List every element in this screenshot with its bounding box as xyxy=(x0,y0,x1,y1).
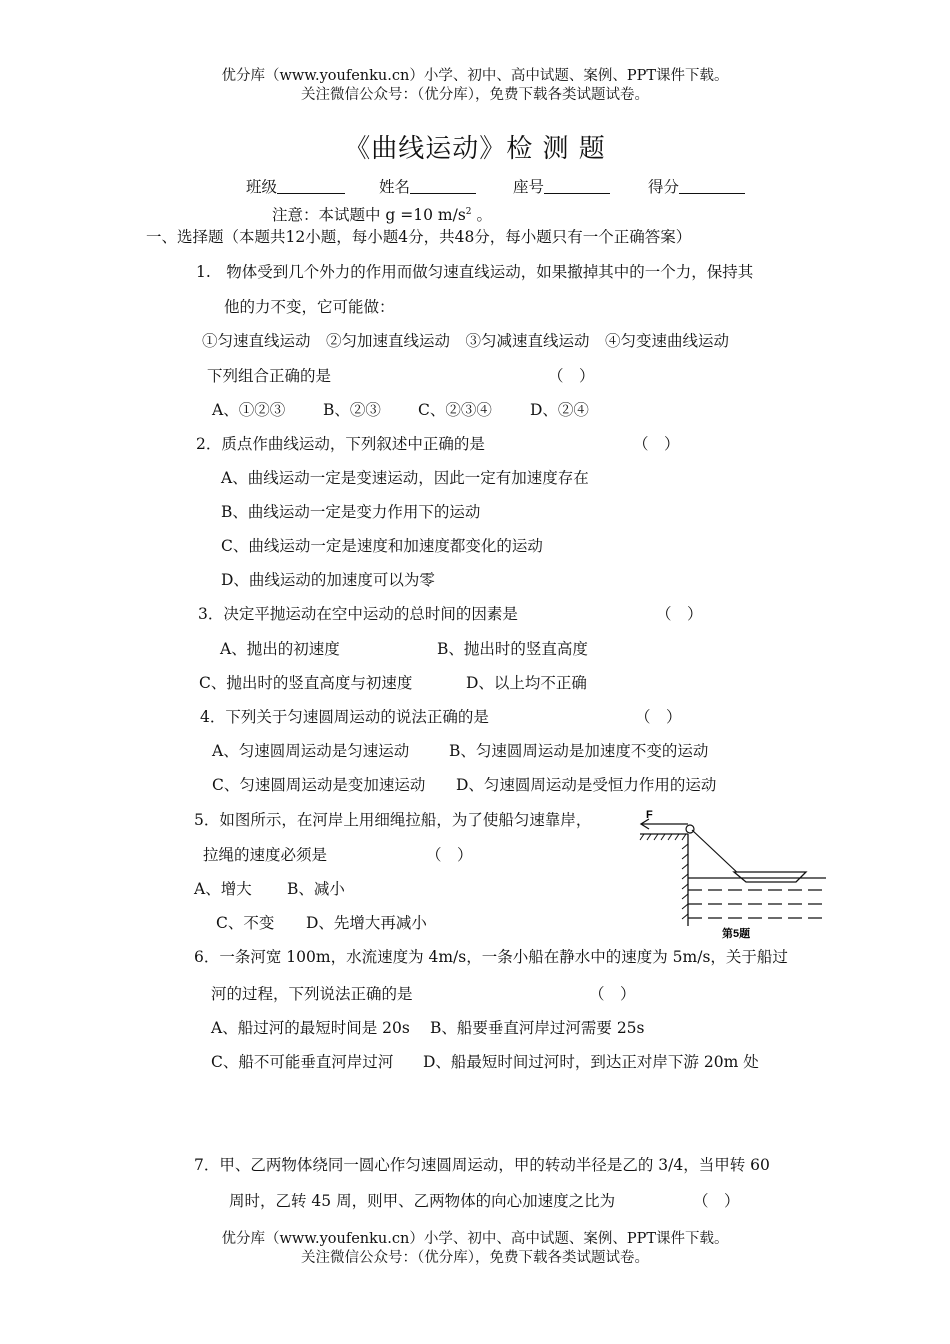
q2-option-b[interactable]: B、曲线运动一定是变力作用下的运动 xyxy=(221,503,481,521)
q3-option-d[interactable]: D、以上均不正确 xyxy=(466,674,587,692)
header-line-1: 优分库（www.youfenku.cn）小学、初中、高中试题、案例、PPT课件下载。 xyxy=(221,68,729,84)
rope-line xyxy=(692,830,742,877)
seat-label: 座号 xyxy=(513,178,545,196)
note-superscript: 2 xyxy=(465,207,472,217)
q4-stem: 4．下列关于匀速圆周运动的说法正确的是 xyxy=(200,708,489,726)
page-title: 《曲线运动》检 测 题 xyxy=(344,134,606,164)
q5-answer-paren[interactable]: （ ） xyxy=(426,846,473,864)
name-label: 姓名 xyxy=(379,178,411,196)
note-end: 。 xyxy=(471,206,492,225)
info-class xyxy=(246,177,345,197)
q7-stem-2: 周时，乙转 45 周，则甲、乙两物体的向心加速度之比为 xyxy=(229,1192,616,1210)
q5-figure xyxy=(636,806,828,940)
q6-option-a[interactable]: A、船过河的最短时间是 20s xyxy=(211,1019,410,1037)
q3-option-a[interactable]: A、抛出的初速度 xyxy=(220,640,340,658)
q3-stem: 3．决定平抛运动在空中运动的总时间的因素是 xyxy=(198,605,518,623)
q5-option-a[interactable]: A、增大 xyxy=(194,880,252,898)
q5-stem-1: 5．如图所示，在河岸上用细绳拉船，为了使船匀速靠岸， xyxy=(194,811,592,829)
q2-option-c[interactable]: C、曲线运动一定是速度和加速度都变化的运动 xyxy=(221,537,543,555)
q1-option-d[interactable]: D、②④ xyxy=(530,401,589,419)
q5-option-b[interactable]: B、减小 xyxy=(287,880,345,898)
q6-answer-paren[interactable]: （ ） xyxy=(589,985,636,1003)
bank-hatching xyxy=(640,834,686,840)
section-heading: 一、选择题（本题共12小题，每小题4分，共48分，每小题只有一个正确答案） xyxy=(146,228,692,246)
q2-option-d[interactable]: D、曲线运动的加速度可以为零 xyxy=(221,571,435,589)
note-text: 注意：本试题中 g =10 m/s xyxy=(272,206,466,225)
q1-option-c[interactable]: C、②③④ xyxy=(418,401,492,419)
q4-option-d[interactable]: D、匀速圆周运动是受恒力作用的运动 xyxy=(456,776,717,794)
wall-hatching xyxy=(682,844,688,919)
q1-stem-2: 他的力不变，它可能做： xyxy=(224,298,395,316)
name-blank xyxy=(410,177,476,194)
score-label: 得分 xyxy=(648,178,680,196)
info-seat xyxy=(513,177,610,197)
q6-option-d[interactable]: D、船最短时间过河时，到达正对岸下游 20m 处 xyxy=(423,1053,759,1071)
q1-option-a[interactable]: A、①②③ xyxy=(212,401,286,419)
q1-prompt: 下列组合正确的是 xyxy=(207,367,332,385)
force-label: F xyxy=(646,809,653,821)
q1-option-b[interactable]: B、②③ xyxy=(323,401,381,419)
q6-option-b[interactable]: B、船要垂直河岸过河需要 25s xyxy=(430,1019,645,1037)
q7-stem-1: 7．甲、乙两物体绕同一圆心作匀速圆周运动，甲的转动半径是乙的 3/4，当甲转 60 xyxy=(194,1156,770,1174)
q2-option-a[interactable]: A、曲线运动一定是变速运动，因此一定有加速度存在 xyxy=(221,469,589,487)
q3-answer-paren[interactable]: （ ） xyxy=(656,605,703,623)
seat-blank xyxy=(544,177,610,194)
q2-stem: 2．质点作曲线运动，下列叙述中正确的是 xyxy=(196,435,485,453)
info-score xyxy=(648,177,745,197)
q3-option-c[interactable]: C、抛出时的竖直高度与初速度 xyxy=(199,674,413,692)
note xyxy=(272,202,492,225)
q6-option-c[interactable]: C、船不可能垂直河岸过河 xyxy=(211,1053,394,1071)
q5-option-c[interactable]: C、不变 xyxy=(216,914,275,932)
q7-answer-paren[interactable]: （ ） xyxy=(693,1192,740,1210)
q4-option-c[interactable]: C、匀速圆周运动是变加速运动 xyxy=(212,776,426,794)
q6-stem-1: 6．一条河宽 100m，水流速度为 4m/s，一条小船在静水中的速度为 5m/s，关于船过 xyxy=(194,948,788,966)
score-blank xyxy=(679,177,745,194)
class-blank xyxy=(277,177,345,194)
q4-option-a[interactable]: A、匀速圆周运动是匀速运动 xyxy=(212,742,410,760)
class-label: 班级 xyxy=(246,178,278,196)
footer-line-1: 优分库（www.youfenku.cn）小学、初中、高中试题、案例、PPT课件下载。 xyxy=(221,1231,729,1247)
q1-options-line: ①匀速直线运动 ②匀加速直线运动 ③匀减速直线运动 ④匀变速曲线运动 xyxy=(202,332,730,350)
q5-stem-2: 拉绳的速度必须是 xyxy=(203,846,328,864)
q3-option-b[interactable]: B、抛出时的竖直高度 xyxy=(437,640,588,658)
figure-caption: 第5题 xyxy=(722,928,751,940)
footer-line-2: 关注微信公众号：（优分库），免费下载各类试题试卷。 xyxy=(301,1250,649,1266)
q6-stem-2: 河的过程，下列说法正确的是 xyxy=(211,985,413,1003)
pulley-icon xyxy=(686,825,694,833)
q2-answer-paren[interactable]: （ ） xyxy=(633,435,680,453)
info-name xyxy=(379,177,476,197)
header-line-2: 关注微信公众号：（优分库），免费下载各类试题试卷。 xyxy=(301,87,649,103)
q4-answer-paren[interactable]: （ ） xyxy=(635,708,682,726)
boat xyxy=(734,872,806,882)
q1-stem-1: 1. 物体受到几个外力的作用而做匀速直线运动，如果撤掉其中的一个力，保持其 xyxy=(196,263,754,281)
q5-option-d[interactable]: D、先增大再减小 xyxy=(306,914,427,932)
q1-answer-paren[interactable]: （ ） xyxy=(548,367,595,385)
q4-option-b[interactable]: B、匀速圆周运动是加速度不变的运动 xyxy=(449,742,709,760)
